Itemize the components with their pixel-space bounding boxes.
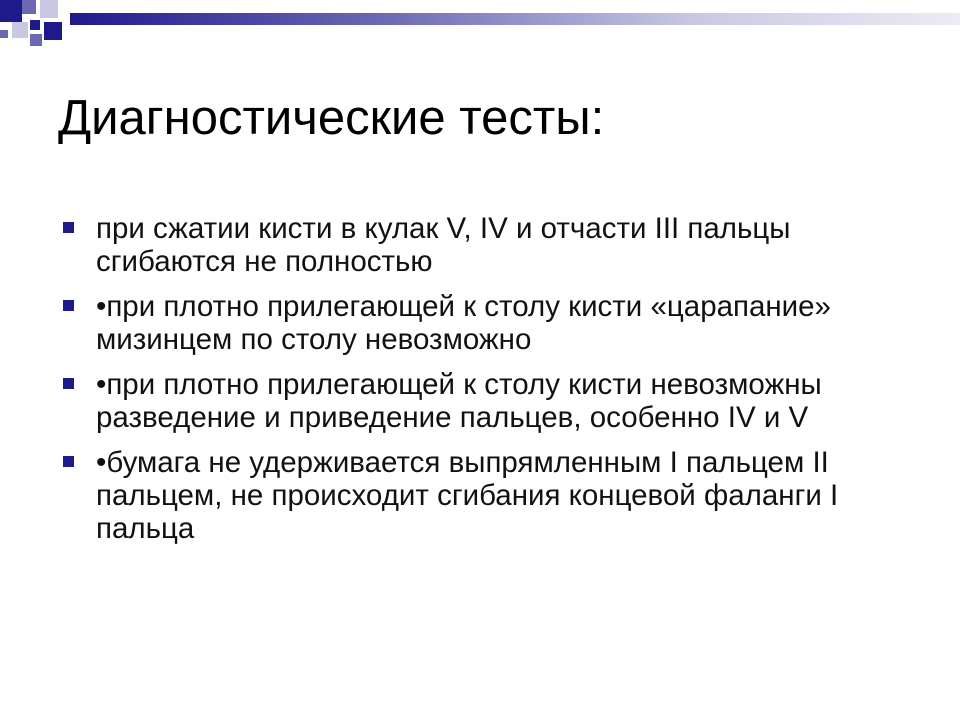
list-item xyxy=(60,368,920,434)
square-bullet-icon xyxy=(63,222,74,233)
square-bullet-icon xyxy=(63,300,74,311)
square-bullet-icon xyxy=(63,456,74,467)
deco-square-2 xyxy=(22,0,36,14)
slide-title: Диагностические тесты: xyxy=(58,91,605,145)
header-band-graphic xyxy=(0,0,960,50)
deco-square-6 xyxy=(44,22,62,40)
deco-square-3 xyxy=(40,0,58,18)
bullet-text: при сжатии кисти в кулак V, IV и отчасти III пальцы сгибаются не полностью xyxy=(96,212,791,278)
list-item xyxy=(60,290,920,356)
bullet-text: •при плотно прилегающей к столу кисти невозможны разведение и приведение пальцев, особенно IV и V xyxy=(96,368,822,434)
header-gradient-bar xyxy=(70,13,960,25)
deco-square-5 xyxy=(30,20,40,30)
deco-square-7 xyxy=(30,34,42,46)
list-item xyxy=(60,446,920,545)
bullet-text: •бумага не удерживается выпрямленным I пальцем II пальцем, не происходит сгибания концевой фаланги I пальца xyxy=(96,446,839,545)
bullet-text: •при плотно прилегающей к столу кисти «царапание» мизинцем по столу невозможно xyxy=(96,290,831,356)
deco-square-1 xyxy=(0,0,22,22)
deco-square-8 xyxy=(0,30,8,38)
header-decoration xyxy=(0,0,960,50)
deco-square-4 xyxy=(12,22,28,38)
square-bullet-icon xyxy=(63,378,74,389)
list-item xyxy=(60,212,920,278)
bullet-list xyxy=(60,212,920,557)
